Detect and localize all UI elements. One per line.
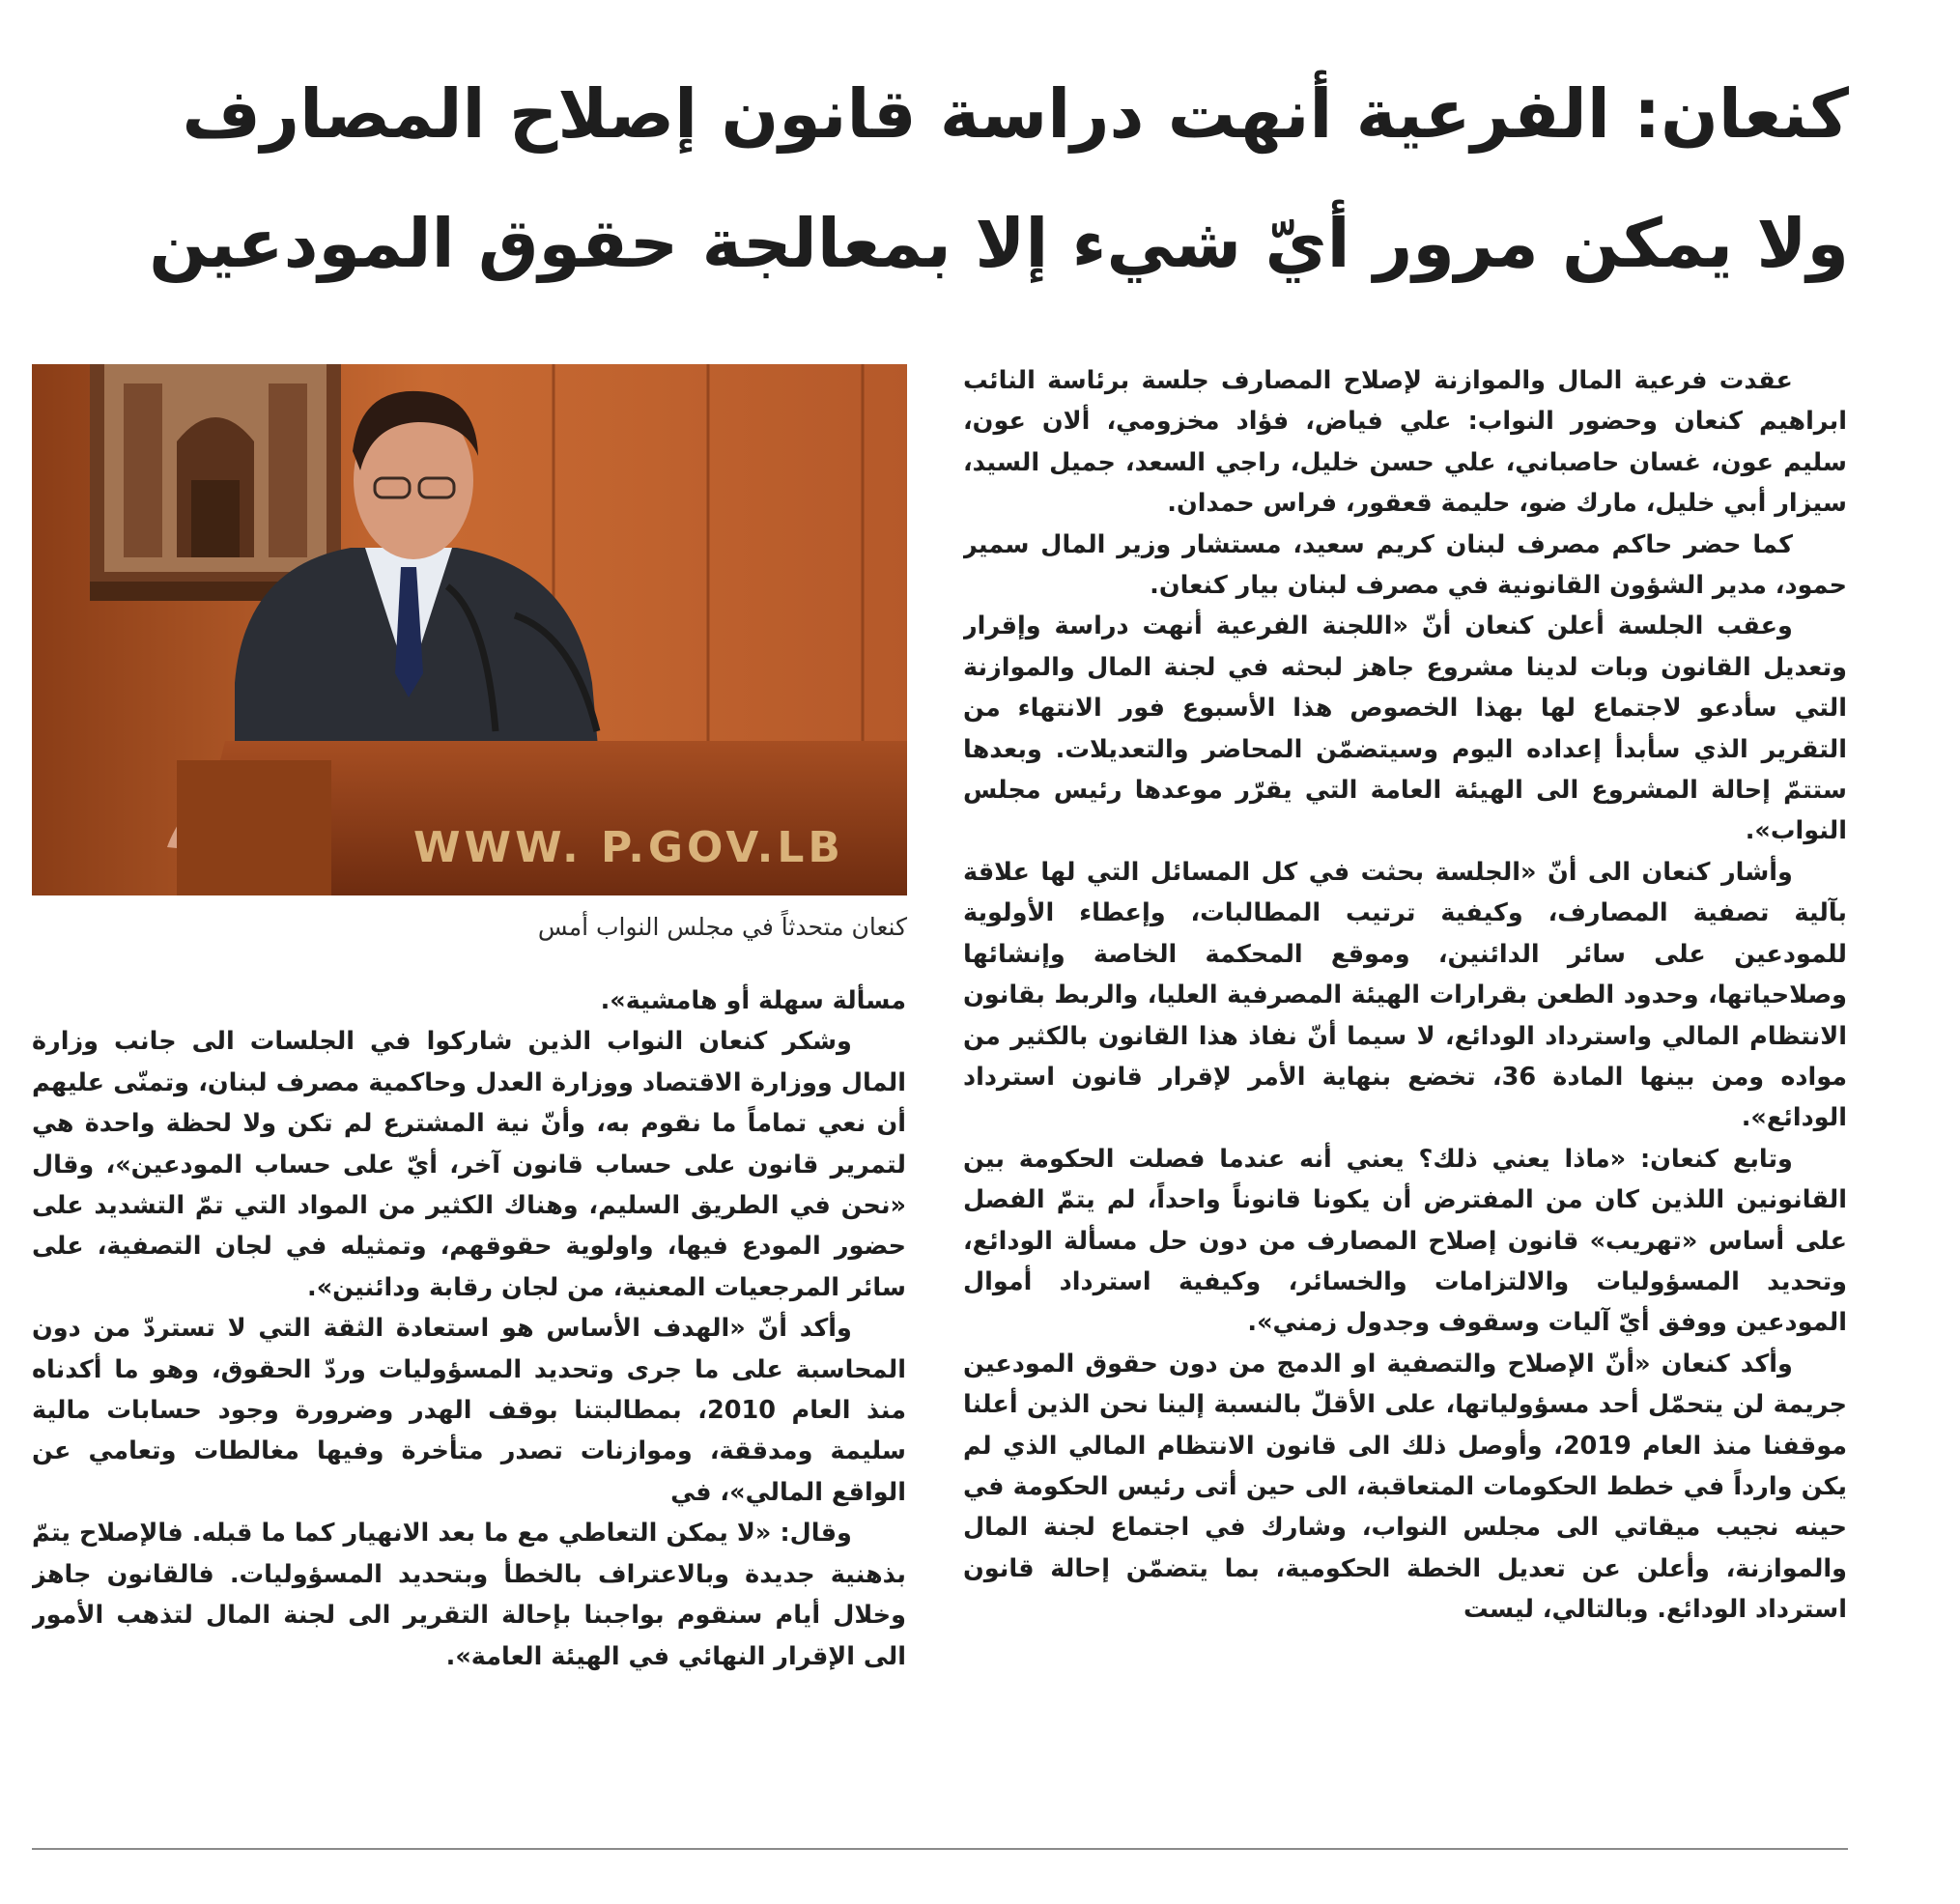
- paragraph: وشكر كنعان النواب الذين شاركوا في الجلسات الى جانب وزارة المال ووزارة الاقتصاد ووزارة العدل وحاكمية مصرف لبنان، وتمنّى عليهم أن نعي تماماً ما نقوم به، وأنّ نية المشترع لم تكن ولا لحظة واحدة هي لتمرير قانون على حساب قانون آخر، أيّ على حساب المودعين»، وقال «نحن في الطريق السليم، وهناك الكثير من المواد التي تمّ التشديد على حضور المودع فيها، واولوية حقوقهم، وتمثيله في لجان التصفية، على سائر المرجعيات المعنية، من لجان رقابة ودائنين».: [32, 1027, 906, 1302]
- speaker-at-podium-image: [32, 364, 907, 895]
- paragraph: وعقب الجلسة أعلن كنعان أنّ «اللجنة الفرعية أنهت دراسة وإقرار وتعديل القانون وبات لدينا مشروع جاهز لبحثه في لجنة المال والموازنة التي سأدعو لاجتماع لها بهذا الخصوص هذا الأسبوع فور الانتهاء من التقرير الذي سأبدأ إعداده اليوم وسيتضمّن المحاضر والتعديلات. وبعدها ستتمّ إحالة المشروع الى الهيئة العامة التي يقرّر موعدها رئيس مجلس النواب».: [963, 611, 1847, 846]
- photo-caption: كنعان متحدثاً في مجلس النواب أمس: [537, 913, 907, 941]
- headline-line-1: كنعان: الفرعية أنهت دراسة قانون إصلاح المصارف: [182, 74, 1849, 154]
- paragraph: عقدت فرعية المال والموازنة لإصلاح المصارف جلسة برئاسة النائب ابراهيم كنعان وحضور النواب: علي فياض، فؤاد مخزومي، ألان عون، سليم عون، غسان حاصباني، علي حسن خليل، راجي السعد، جميل السيد، سيزار أبي خليل، مارك ضو، حليمة قعقور، فراس حمدان.: [963, 366, 1847, 519]
- paragraph: مسألة سهلة أو هامشية».: [600, 986, 906, 1015]
- paragraph: وأكد أنّ «الهدف الأساس هو استعادة الثقة التي لا تستردّ من دون المحاسبة على ما جرى وتحديد المسؤوليات وردّ الحقوق، وهو ما أكدناه منذ العام 2010، بمطالبتنا بوقف الهدر وضرورة وجود حسابات مالية سليمة ومدققة، وموازنات تصدر متأخرة وفيها مغالطات وتعامي عن الواقع المالي»، في: [32, 1314, 906, 1507]
- article-column-right: [963, 360, 1847, 1780]
- bottom-divider: [32, 1848, 1848, 1850]
- headline-line-2: ولا يمكن مرور أيّ شيء إلا بمعالجة حقوق المودعين: [149, 204, 1849, 283]
- paragraph: وأشار كنعان الى أنّ «الجلسة بحثت في كل المسائل التي لها علاقة بآلية تصفية المصارف، وكيفية ترتيب المطالبات، وإعطاء الأولوية للمودعين على سائر الدائنين، وموقع المحكمة الخاصة وإنشائها وصلاحياتها، وحدود الطعن بقرارات الهيئة المصرفية العليا، والربط بقانون الانتظام المالي واسترداد الودائع، لا سيما أنّ نفاذ هذا القانون بالكثير من مواده ومن بينها المادة 36، تخضع بنهاية الأمر لإقرار قانون استرداد الودائع».: [963, 857, 1847, 1133]
- paragraph: كما حضر حاكم مصرف لبنان كريم سعيد، مستشار وزير المال سمير حمود، مدير الشؤون القانونية في مصرف لبنان بيار كنعان.: [963, 529, 1847, 601]
- article-photo: [32, 364, 907, 895]
- paragraph: وقال: «لا يمكن التعاطي مع ما بعد الانهيار كما ما قبله. فالإصلاح يتمّ بذهنية جديدة وبالاعتراف بالخطأ وبتحديد المسؤوليات. فالقانون جاهز وخلال أيام سنقوم بواجبنا بإحالة التقرير الى لجنة المال لتذهب الأمور الى الإقرار النهائي في الهيئة العامة».: [32, 1519, 906, 1671]
- paragraph: وتابع كنعان: «ماذا يعني ذلك؟ يعني أنه عندما فصلت الحكومة بين القانونين اللذين كان من المفترض أن يكونا قانوناً واحداً، لم يتمّ الفصل على أساس «تهريب» قانون إصلاح المصارف من دون حل مسألة الودائع، وتحديد المسؤوليات والالتزامات والخسائر، وكيفية استرداد أموال المودعين ووفق أيّ آليات وسقوف وجدول زمني».: [963, 1144, 1847, 1338]
- paragraph: وأكد كنعان «أنّ الإصلاح والتصفية او الدمج من دون حقوق المودعين جريمة لن يتحمّل أحد مسؤولياتها، على الأقلّ بالنسبة إلينا نحن الذين أعلنا موقفنا منذ العام 2019، وأوصل ذلك الى قانون الانتظام المالي الذي لم يكن وارداً في خطط الحكومات المتعاقبة، الى حين أتى رئيس الحكومة في حينه نجيب ميقاتي الى مجلس النواب، وشارك في اجتماع لجنة المال والموازنة، وأعلن عن تعديل الخطة الحكومية، بما يتضمّن إحالة قانون استرداد الودائع. وبالتالي، ليست: [963, 1349, 1847, 1625]
- article-column-left: [32, 980, 906, 1792]
- podium-text: WWW. P.GOV.LB: [413, 823, 844, 872]
